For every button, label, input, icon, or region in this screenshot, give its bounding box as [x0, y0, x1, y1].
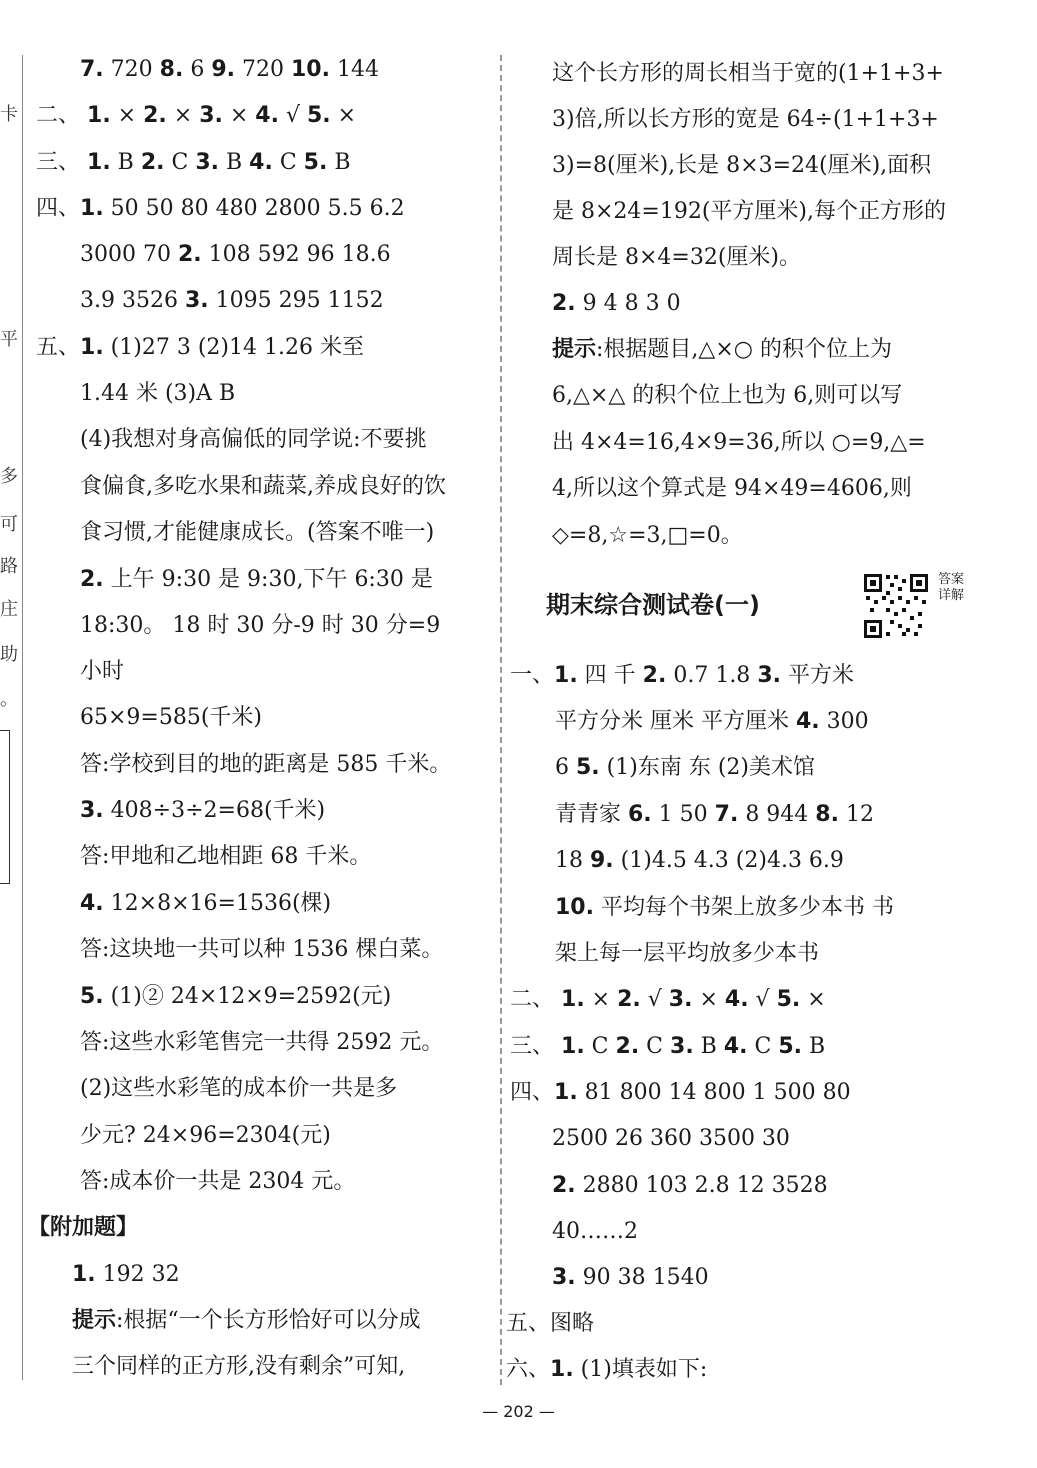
- answer-line: 小时: [80, 659, 125, 684]
- page-number: — 202 —: [482, 1402, 555, 1421]
- qr-label: 答案详解: [938, 572, 965, 603]
- answer-line: 五、1. (1)27 3 (2)14 1.26 米至: [36, 335, 364, 360]
- edge-char: 助: [0, 644, 18, 665]
- hint-line: 三个同样的正方形,没有剩余”可知,: [72, 1354, 406, 1379]
- answer-line: 答:这些水彩笔售完一共得 2592 元。: [80, 1030, 444, 1055]
- hint-line: 出 4×4=16,4×9=36,所以 ○=9,△=: [552, 430, 926, 455]
- answer-line: 7. 720 8. 6 9. 720 10. 144: [80, 57, 379, 82]
- edge-char: 卡: [0, 104, 18, 125]
- answer-line: 10. 平均每个书架上放多少本书 书: [555, 895, 894, 920]
- answer-line: 答:甲地和乙地相距 68 千米。: [80, 844, 372, 869]
- answer-line: 四、1. 81 800 14 800 1 500 80: [510, 1080, 851, 1105]
- hint-line: 6,△×△ 的积个位上也为 6,则可以写: [552, 383, 903, 408]
- edge-table-fragment: [0, 730, 10, 884]
- answer-line: 食偏食,多吃水果和蔬菜,养成良好的饮: [80, 474, 446, 499]
- answer-line: 答:学校到目的地的距离是 585 千米。: [80, 752, 452, 777]
- answer-line: 一、1. 四 千 2. 0.7 1.8 3. 平方米: [510, 663, 854, 688]
- answer-line: 六、1. (1)填表如下:: [506, 1357, 708, 1382]
- answer-line: 2. 上午 9:30 是 9:30,下午 6:30 是: [80, 567, 433, 592]
- answer-line: 6 5. (1)东南 东 (2)美术馆: [555, 755, 815, 780]
- bonus-heading: 【附加题】: [28, 1215, 139, 1240]
- answer-line: 答:成本价一共是 2304 元。: [80, 1169, 356, 1194]
- answer-line: 3000 70 2. 108 592 96 18.6: [80, 242, 391, 267]
- section-heading: 期末综合测试卷(一): [546, 591, 760, 619]
- answer-line: 2. 2880 103 2.8 12 3528: [552, 1173, 828, 1198]
- answer-line: 2500 26 360 3500 30: [552, 1126, 790, 1151]
- answer-line: (2)这些水彩笔的成本价一共是多: [80, 1076, 398, 1101]
- hint-line: 提示:根据题目,△×○ 的积个位上为: [552, 337, 892, 362]
- answer-line: 18 9. (1)4.5 4.3 (2)4.3 6.9: [555, 848, 844, 873]
- answer-line: 5. (1)② 24×12×9=2592(元): [80, 984, 392, 1009]
- answer-line: 1.44 米 (3)A B: [80, 381, 236, 406]
- answer-line: 少元? 24×96=2304(元): [80, 1123, 331, 1148]
- hint-line: 这个长方形的周长相当于宽的(1+1+3+: [552, 61, 944, 86]
- answer-line: 架上每一层平均放多少本书: [555, 941, 820, 966]
- edge-char: 多: [0, 466, 18, 487]
- hint-line: 提示:根据“一个长方形恰好可以分成: [72, 1308, 421, 1333]
- edge-char: 可: [0, 514, 18, 535]
- edge-char: 平: [0, 329, 18, 350]
- edge-char: 。: [0, 689, 18, 710]
- answer-line: 四、1. 50 50 80 480 2800 5.5 6.2: [36, 196, 405, 221]
- hint-line: 3)=8(厘米),长是 8×3=24(厘米),面积: [552, 153, 932, 178]
- answer-line: 二、 1. × 2. √ 3. × 4. √ 5. ×: [510, 987, 826, 1012]
- qr-code-graphic: [862, 572, 930, 640]
- answer-line: 18:30。 18 时 30 分-9 时 30 分=9: [80, 613, 441, 638]
- hint-line: 4,所以这个算式是 94×49=4606,则: [552, 476, 912, 501]
- hint-line: 周长是 8×4=32(厘米)。: [552, 245, 802, 270]
- answer-line: (4)我想对身高偏低的同学说:不要挑: [80, 427, 427, 452]
- qr-code[interactable]: [862, 572, 930, 640]
- answer-line: 三、 1. B 2. C 3. B 4. C 5. B: [36, 150, 351, 175]
- left-margin-rule: [22, 55, 23, 1380]
- answer-line: 3.9 3526 3. 1095 295 1152: [80, 288, 384, 313]
- answer-line: 40……2: [552, 1219, 638, 1244]
- answer-line: 平方分米 厘米 平方厘米 4. 300: [555, 709, 869, 734]
- answer-line: 65×9=585(千米): [80, 705, 263, 730]
- answer-line: 二、 1. × 2. × 3. × 4. √ 5. ×: [36, 103, 357, 128]
- answer-line: 1. 192 32: [72, 1262, 180, 1287]
- answer-line: 4. 12×8×16=1536(棵): [80, 891, 332, 916]
- answer-line: 五、图略: [506, 1311, 595, 1336]
- hint-line: 3)倍,所以长方形的宽是 64÷(1+1+3+: [552, 107, 939, 132]
- hint-line: ◇=8,☆=3,□=0。: [552, 523, 743, 548]
- answer-line: 青青家 6. 1 50 7. 8 944 8. 12: [555, 802, 874, 827]
- edge-char: 路: [0, 556, 18, 577]
- answer-line: 答:这块地一共可以种 1536 棵白菜。: [80, 937, 444, 962]
- answer-line: 2. 9 4 8 3 0: [552, 291, 681, 316]
- answer-line: 三、 1. C 2. C 3. B 4. C 5. B: [510, 1034, 826, 1059]
- hint-line: 是 8×24=192(平方厘米),每个正方形的: [552, 199, 947, 224]
- answer-line: 3. 90 38 1540: [552, 1265, 709, 1290]
- edge-char: 庄: [0, 599, 18, 620]
- answer-line: 3. 408÷3÷2=68(千米): [80, 798, 326, 823]
- answer-line: 食习惯,才能健康成长。(答案不唯一): [80, 520, 435, 545]
- column-divider: [500, 55, 502, 1385]
